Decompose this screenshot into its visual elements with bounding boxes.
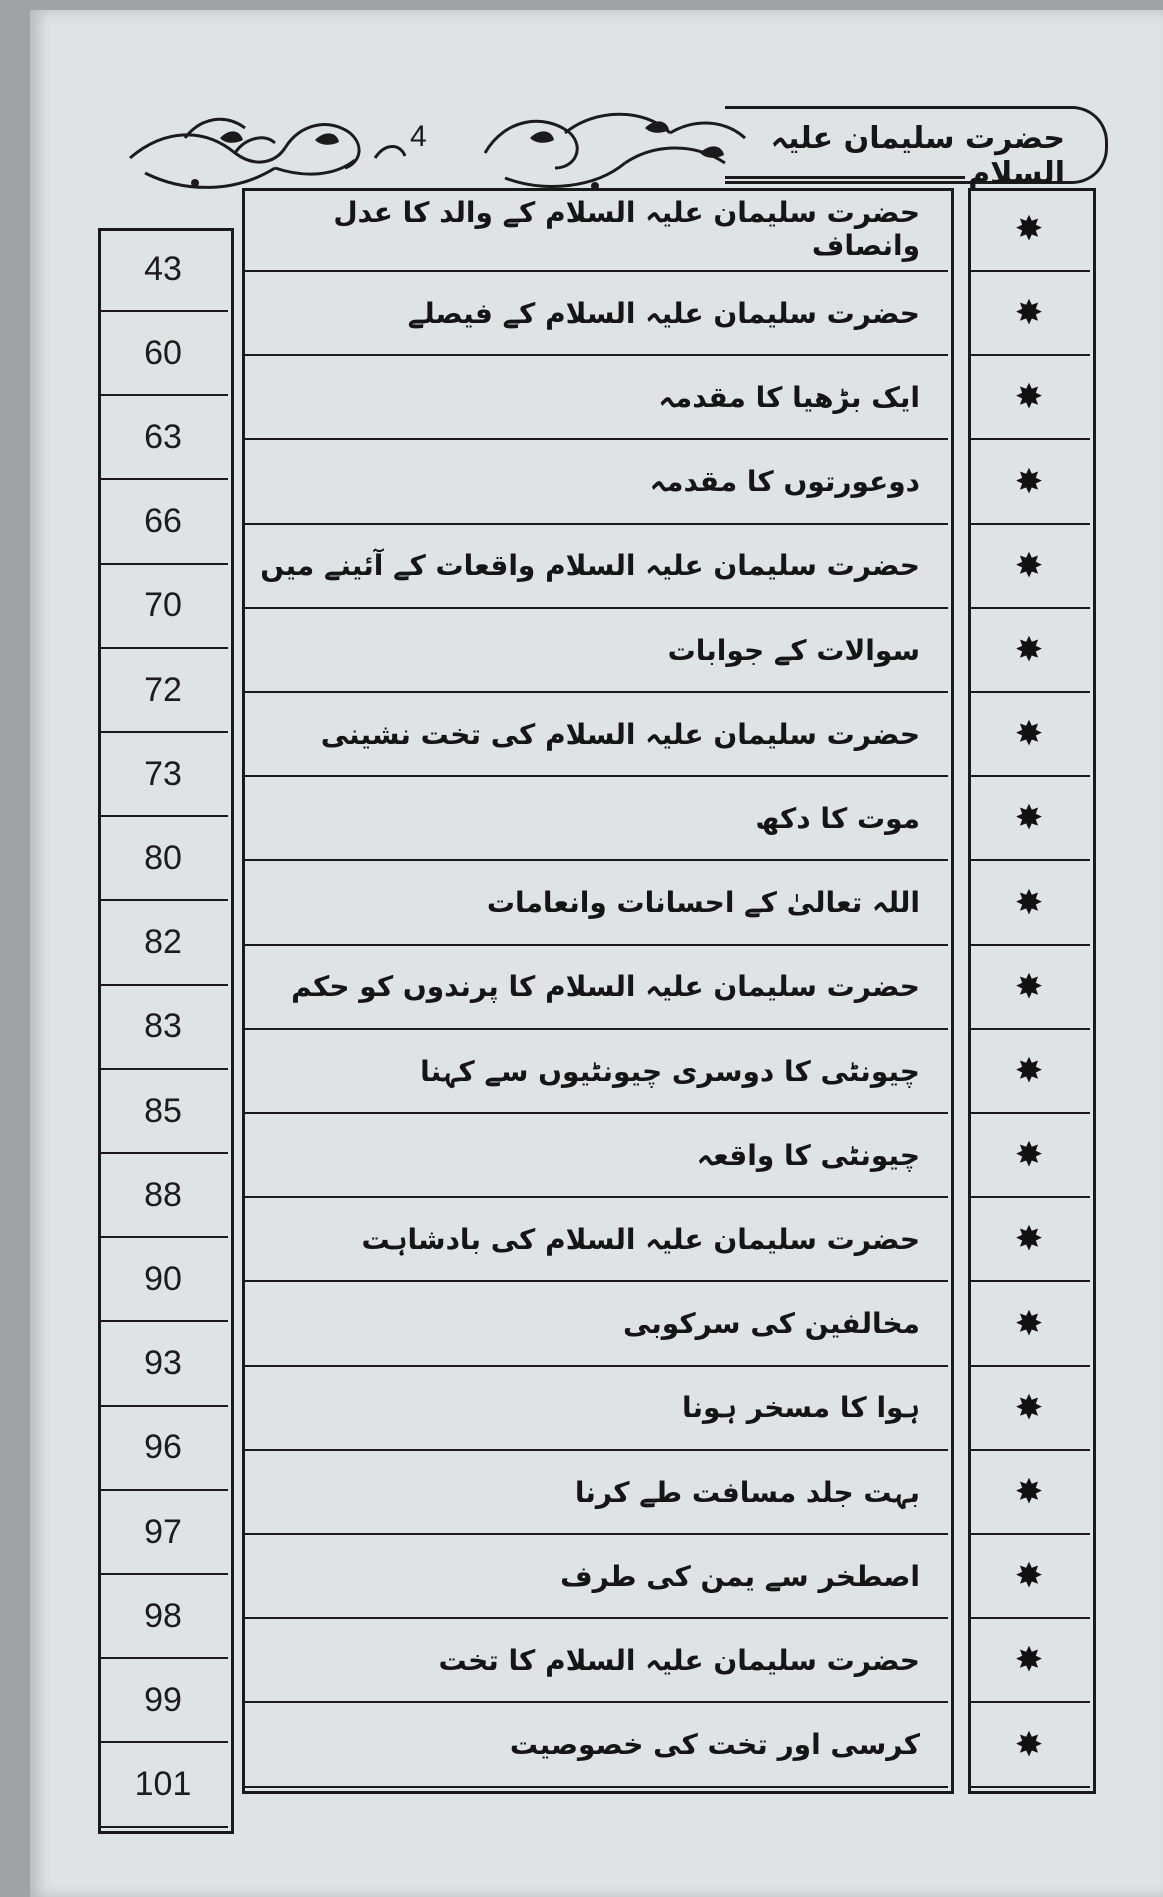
eight-point-star-icon: ✸: [968, 777, 1090, 861]
toc-entry: [90, 188, 1110, 288]
toc-entry: [90, 1114, 1110, 1214]
toc-entry: [90, 1619, 1110, 1719]
toc-entry-title: چیونٹی کا واقعہ: [242, 1114, 948, 1198]
toc-entry-title: موت کا دکھ: [242, 777, 948, 861]
toc-entry: [90, 1283, 1110, 1383]
toc-entry-title: اصطخر سے یمن کی طرف: [242, 1535, 948, 1619]
toc-entry-page: 70: [98, 565, 228, 649]
toc-entry: [90, 1535, 1110, 1635]
toc-entry-page: 85: [98, 1070, 228, 1154]
toc-entry: [90, 777, 1110, 877]
toc-entry-page: 90: [98, 1238, 228, 1322]
toc-entry-page: 60: [98, 312, 228, 396]
toc-entry-title: چیونٹی کا دوسری چیونٹیوں سے کہنا: [242, 1030, 948, 1114]
toc-entry-page: 83: [98, 986, 228, 1070]
toc-entry: [90, 693, 1110, 793]
toc-entry-title: مخالفین کی سرکوبی: [242, 1283, 948, 1367]
eight-point-star-icon: ✸: [968, 188, 1090, 272]
toc-entry-title: حضرت سلیمان علیہ السلام واقعات کے آئینے میں: [242, 525, 948, 609]
toc-entry-page: 43: [98, 228, 228, 312]
eight-point-star-icon: ✸: [968, 272, 1090, 356]
toc-entry: [90, 1367, 1110, 1467]
toc-entry-page: 101: [98, 1744, 228, 1828]
toc-entry: [90, 1451, 1110, 1551]
book-page: [30, 10, 1163, 1897]
header-underline: [725, 176, 965, 179]
eight-point-star-icon: ✸: [968, 441, 1090, 525]
toc-entry-title: حضرت سلیمان علیہ السلام کا پرندوں کو حکم: [242, 946, 948, 1030]
toc-entry: [90, 1030, 1110, 1130]
toc-entry-title: سوالات کے جوابات: [242, 609, 948, 693]
page-number: 4: [410, 120, 427, 153]
eight-point-star-icon: ✸: [968, 1535, 1090, 1619]
toc-entry-page: 72: [98, 649, 228, 733]
toc-entry-title: حضرت سلیمان علیہ السلام کا تخت: [242, 1619, 948, 1703]
toc-entry: [90, 1198, 1110, 1298]
toc-entry-title: ہوا کا مسخر ہونا: [242, 1367, 948, 1451]
toc-entry-title: بہت جلد مسافت طے کرنا: [242, 1451, 948, 1535]
toc-entry-page: 80: [98, 817, 228, 901]
eight-point-star-icon: ✸: [968, 1367, 1090, 1451]
toc-entry-title: کرسی اور تخت کی خصوصیت: [242, 1704, 948, 1788]
eight-point-star-icon: ✸: [968, 946, 1090, 1030]
toc-entry-page: 63: [98, 396, 228, 480]
eight-point-star-icon: ✸: [968, 1030, 1090, 1114]
table-of-contents: [90, 188, 1110, 1830]
toc-entry-page: 73: [98, 733, 228, 817]
toc-entry-title: اللہ تعالیٰ کے احسانات وانعامات: [242, 862, 948, 946]
eight-point-star-icon: ✸: [968, 862, 1090, 946]
toc-entry: [90, 946, 1110, 1046]
header-title-frame: [725, 106, 1108, 191]
eight-point-star-icon: ✸: [968, 693, 1090, 777]
toc-entry-title: دوعورتوں کا مقدمہ: [242, 441, 948, 525]
toc-entry-page: 66: [98, 481, 228, 565]
toc-entry-page: 82: [98, 902, 228, 986]
header-title: حضرت سلیمان علیہ السلام: [770, 121, 1065, 191]
toc-entry-page: 88: [98, 1154, 228, 1238]
toc-entry: [90, 441, 1110, 541]
toc-entry-page: 93: [98, 1323, 228, 1407]
toc-entry: [90, 272, 1110, 372]
eight-point-star-icon: ✸: [968, 609, 1090, 693]
eight-point-star-icon: ✸: [968, 1619, 1090, 1703]
toc-entry-page: 96: [98, 1407, 228, 1491]
eight-point-star-icon: ✸: [968, 356, 1090, 440]
eight-point-star-icon: ✸: [968, 525, 1090, 609]
toc-entry-title: حضرت سلیمان علیہ السلام کی بادشاہت: [242, 1198, 948, 1282]
toc-entry-title: حضرت سلیمان علیہ السلام کی تخت نشینی: [242, 693, 948, 777]
toc-entry-page: 98: [98, 1575, 228, 1659]
toc-entry-page: 97: [98, 1491, 228, 1575]
toc-entry: [90, 1704, 1110, 1804]
toc-entry: [90, 525, 1110, 625]
eight-point-star-icon: ✸: [968, 1704, 1090, 1788]
eight-point-star-icon: ✸: [968, 1198, 1090, 1282]
toc-entry-title: ایک بڑھیا کا مقدمہ: [242, 356, 948, 440]
eight-point-star-icon: ✸: [968, 1283, 1090, 1367]
eight-point-star-icon: ✸: [968, 1114, 1090, 1198]
toc-entry: [90, 862, 1110, 962]
toc-entry: [90, 356, 1110, 456]
toc-entry-page: 99: [98, 1659, 228, 1743]
eight-point-star-icon: ✸: [968, 1451, 1090, 1535]
toc-entry-title: حضرت سلیمان علیہ السلام کے فیصلے: [242, 272, 948, 356]
toc-entry-title: حضرت سلیمان علیہ السلام کے والد کا عدل وانصاف: [242, 188, 948, 272]
toc-entry: [90, 609, 1110, 709]
